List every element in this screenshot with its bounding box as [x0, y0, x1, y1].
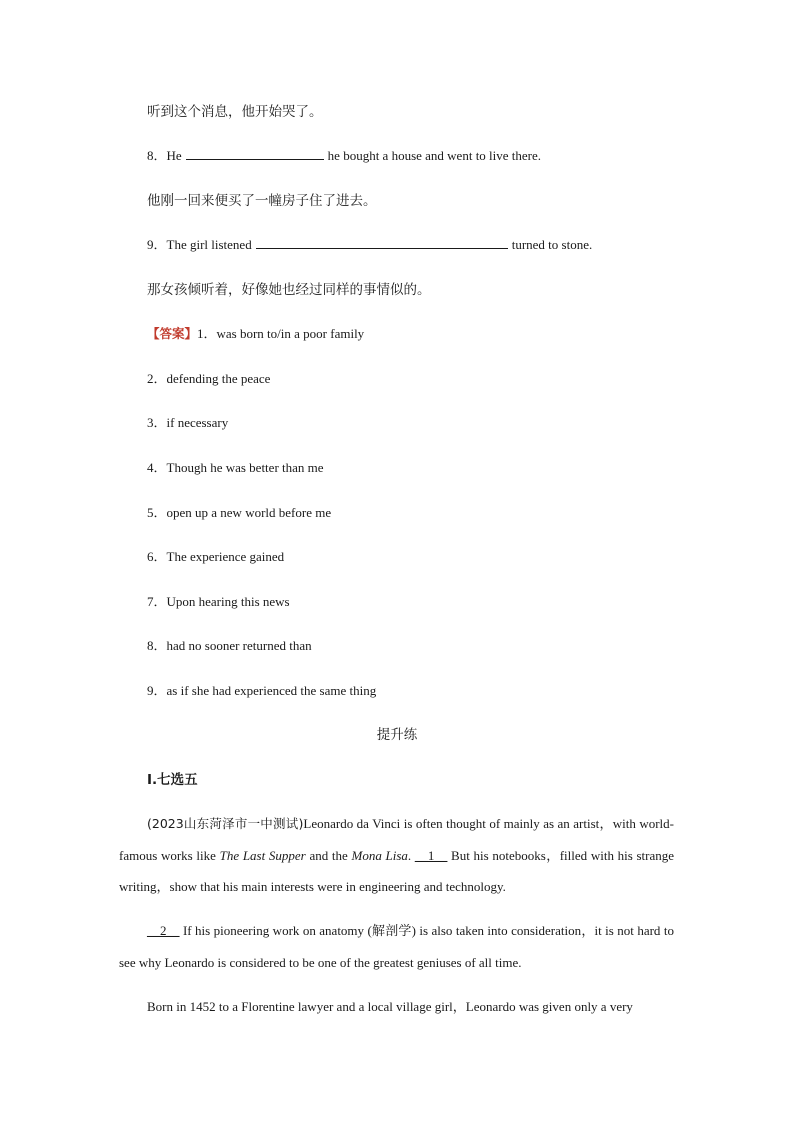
paragraph-text: Born in 1452 to a Florentine lawyer and a local village girl，Leonardo was given only a very	[147, 999, 633, 1014]
answer-item: 9．as if she had experienced the same thing	[147, 683, 377, 698]
source-note: (2023山东菏泽市一中测试)	[147, 816, 304, 831]
q7-translation: 听到这个消息，他开始哭了。	[147, 104, 323, 120]
q9-translation: 那女孩倾听着，好像她也经过同样的事情似的。	[147, 282, 431, 298]
q9-blank[interactable]	[256, 236, 508, 249]
blank-2[interactable]: __2__	[147, 923, 180, 938]
section-title: 提升练	[376, 727, 418, 743]
passage-paragraph-2	[119, 915, 674, 978]
q9-suffix: turned to stone.	[511, 237, 593, 252]
answer-item: 4．Though he was better than me	[147, 460, 324, 475]
paragraph-text-part: If his pioneering work on anatomy (解剖学) is also taken into consideration，it is not hard to see why Leonardo is considered to be one of the greatest geniuses of all time.	[119, 923, 674, 970]
paragraph-text	[119, 915, 674, 978]
question-8	[147, 147, 541, 165]
passage-paragraph-3	[119, 991, 674, 1023]
paragraph-text-part: But his notebooks，filled with his strange writing，show that his main interests were in engineering and technology.	[119, 847, 675, 894]
paragraph-text-part: .	[407, 847, 415, 863]
passage-paragraph-1	[119, 808, 674, 903]
paragraph-text	[119, 808, 674, 903]
answer-item: 7．Upon hearing this news	[147, 594, 290, 609]
answer-item: 2．defending the peace	[147, 371, 271, 386]
answer-tag: 【答案】	[147, 326, 198, 341]
work-title: Mona Lisa	[351, 847, 408, 863]
q8-suffix: he bought a house and went to live there.	[327, 148, 542, 163]
work-title: The Last Supper	[219, 847, 306, 863]
q8-translation: 他刚一回来便买了一幢房子住了进去。	[147, 193, 377, 209]
answer-item: 8．had no sooner returned than	[147, 638, 312, 653]
q8-prefix: 8．He	[147, 148, 182, 163]
answer-item: 5．open up a new world before me	[147, 505, 332, 520]
q9-prefix: 9．The girl listened	[147, 237, 252, 252]
paragraph-text-part: Leonardo da Vinci is often thought of mainly as an artist，with world-famous works like	[119, 816, 674, 863]
question-9	[147, 236, 592, 254]
paragraph-text-part: and the	[305, 847, 352, 863]
answer-item: 1．was born to/in a poor family	[197, 326, 365, 341]
section-subtitle: Ⅰ.七选五	[147, 772, 198, 788]
q8-blank[interactable]	[186, 147, 324, 160]
blank-1[interactable]: __1__	[414, 847, 448, 863]
answer-item: 6．The experience gained	[147, 549, 285, 564]
answer-item: 3．if necessary	[147, 415, 229, 430]
answer-1	[147, 325, 364, 343]
